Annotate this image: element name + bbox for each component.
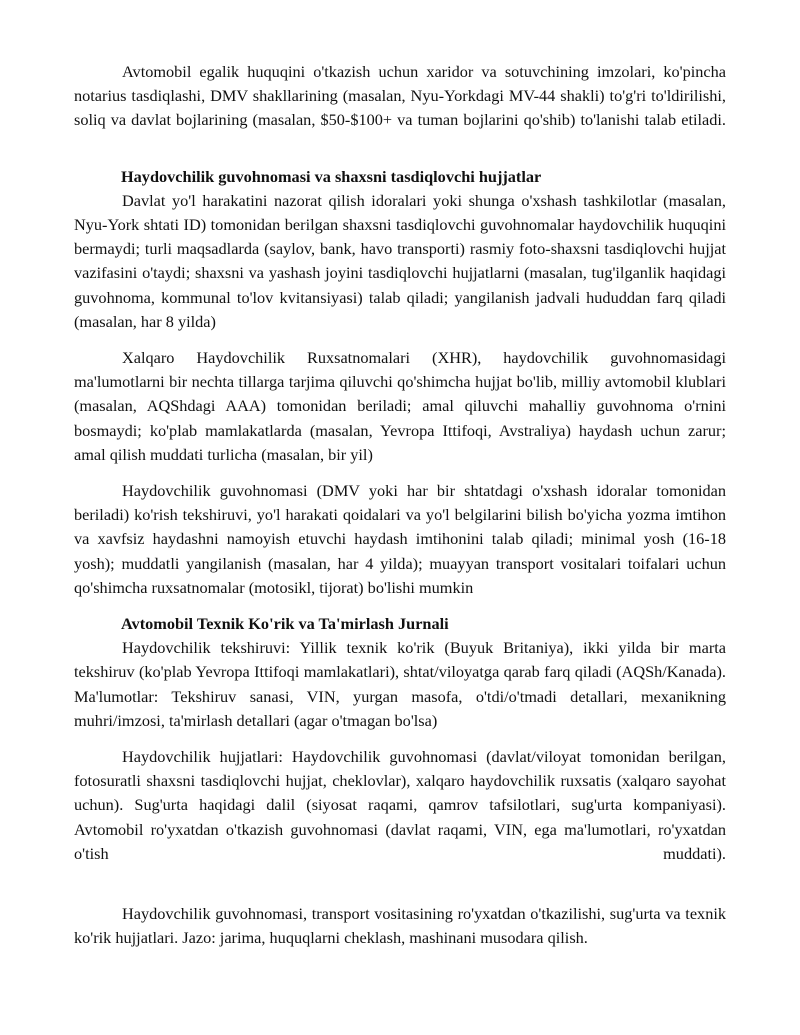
heading-inspection-journal: Avtomobil Texnik Ko'rik va Ta'mirlash Jurnali [121, 614, 449, 634]
spacer [74, 467, 726, 479]
document-page [74, 60, 726, 951]
paragraph-state-id: Davlat yo'l harakatini nazorat qilish idoralari yoki shunga o'xshash tashkilotlar (masalan, Nyu-York shtati ID) tomonidan berilgan shaxsni tasdiqlovchi guvohnomalar haydovchilik huquqini bermaydi; turli maqsadlarda (saylov, bank, havo transporti) rasmiy foto-shaxsni tasdiqlovchi hujjat vazifasini o'taydi; shaxsni va yashash joyini tasdiqlovchi hujjatlarni (masalan, tug'ilganlik haqidagi guvohnoma, kommunal to'lov kvitansiyasi) talab qiladi; yangilanish jadvali hududdan farq qiladi (masalan, har 8 yilda) [74, 190, 726, 331]
paragraph-ownership-transfer: Avtomobil egalik huquqini o'tkazish uchun xaridor va sotuvchining imzolari, ko'pincha notarius tasdiqlashi, DMV shakllarining (masalan, Nyu-Yorkdagi MV-44 shakli) to'g'ri to'ldirilishi, soliq va davlat bojlarining (masalan, $50-$100+ va tuman bojlarini qo'shib) to'lanishi talab etiladi. [74, 62, 726, 130]
paragraph-vehicle-inspection: Haydovchilik tekshiruvi: Yillik texnik ko'rik (Buyuk Britaniya), ikki yilda bir marta tekshiruv (ko'plab Yevropa Ittifoqi mamlakatlari), shtat/viloyatga qarab farq qiladi (AQSh/Kanada). Ma'lumotlar: Tekshiruv sanasi, VIN, yurgan masofa, o'tdi/o'tmadi detallari, mexanikning muhri/imzosi, ta'mirlash detallari (agar o'tmagan bo'lsa) [74, 638, 726, 730]
paragraph-penalties: Haydovchilik guvohnomasi, transport vositasining ro'yxatdan o'tkazilishi, sug'urta va texnik ko'rik hujjatlari. Jazo: jarima, huquqlarni cheklash, mashinani musodara qilish. [74, 904, 726, 948]
paragraph-driver-license: Haydovchilik guvohnomasi (DMV yoki har bir shtatdagi o'xshash idoralar tomonidan beriladi) ko'rish tekshiruvi, yo'l harakati qoidalari va yo'l belgilarini bilish bo'yicha yozma imtihon va xavfsiz haydashni namoyish etuvchi haydash imtihonini talab qiladi; minimal yosh (16-18 yosh); muddatli yangilanish (masalan, har 4 yilda); muayyan transport vositalari toifalari uchun qo'shimcha ruxsatnomalar (motosikl, tijorat) bo'lishi mumkin [74, 481, 726, 597]
spacer [74, 733, 726, 745]
spacer [74, 334, 726, 346]
spacer [74, 133, 726, 165]
paragraph-driving-documents: Haydovchilik hujjatlari: Haydovchilik guvohnomasi (davlat/viloyat tomonidan berilgan, fotosuratli shaxsni tasdiqlovchi hujjat, cheklovlar), xalqaro haydovchilik ruxsatis (xalqaro sayohat uchun). Sug'urta haqidagi dalil (siyosat raqami, qamrov tafsilotlari, sug'urta kompaniyasi). Avtomobil ro'yxatdan o'tkazish guvohnomasi (davlat raqami, VIN, ega ma'lumotlari, ro'yxatdan o'tish muddati). [74, 747, 726, 863]
heading-license-and-id: Haydovchilik guvohnomasi va shaxsni tasdiqlovchi hujjatlar [121, 166, 542, 186]
spacer [74, 866, 726, 902]
paragraph-international-permit: Xalqaro Haydovchilik Ruxsatnomalari (XHR), haydovchilik guvohnomasidagi ma'lumotlarni bir nechta tillarga tarjima qiluvchi qo'shimcha hujjat bo'lib, milliy avtomobil klublari (masalan, AQShdagi AAA) tomonidan beriladi; amal qiluvchi mahalliy guvohnoma o'rnini bosmaydi; ko'plab mamlakatlarda (masalan, Yevropa Ittifoqi, Avstraliya) haydash uchun zarur; amal qilish muddati turlicha (masalan, bir yil) [74, 348, 726, 464]
spacer [74, 600, 726, 612]
